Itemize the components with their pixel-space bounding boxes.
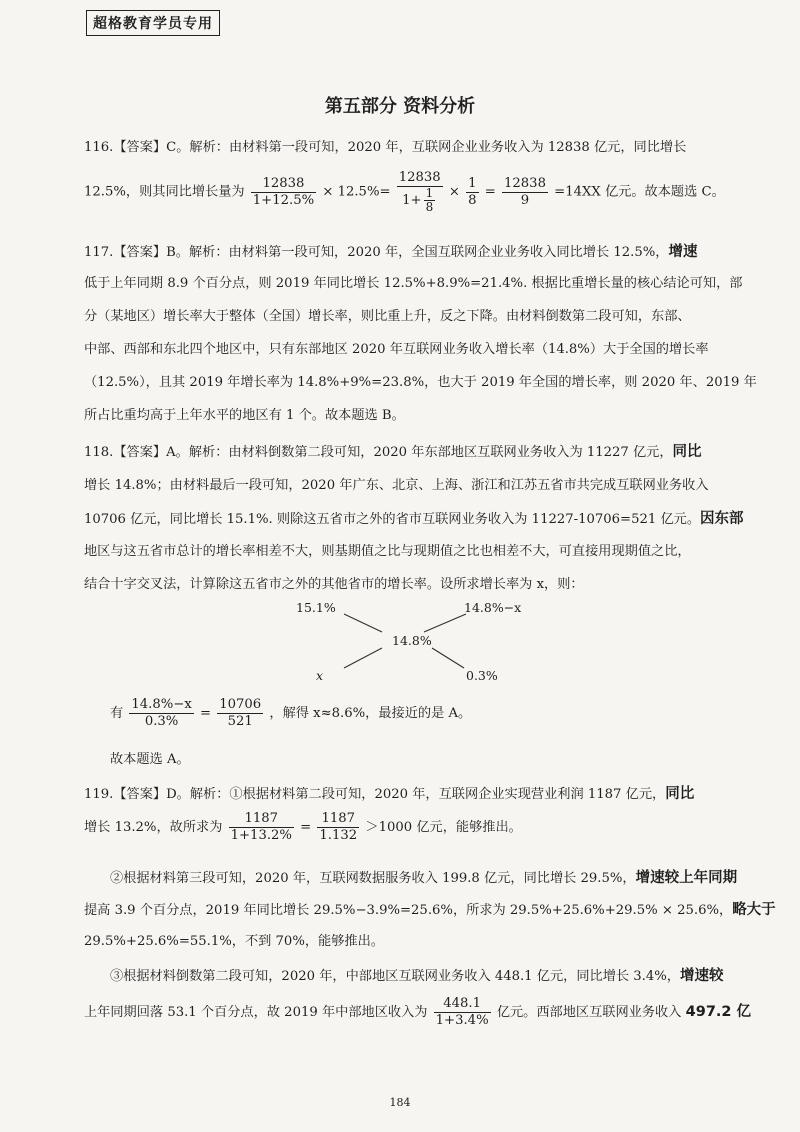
q119-p3-line1: ③根据材料倒数第二段可知，2020 年，中部地区互联网业务收入 448.1 亿元，同比增长 3.4%，增速较	[110, 968, 724, 984]
cross-method-diagram	[296, 600, 526, 684]
page-number: 184	[389, 1096, 411, 1109]
q119-p3-fraction: $\frac{448.1}{1+3.4\%}$	[435, 996, 489, 1028]
q116-fraction-2: 12838 1+ $\frac{1}{8}$	[398, 170, 441, 214]
q117-line4: 中部、西部和东北四个地区中，只有东部地区 2020 年互联网业务收入增长率（14.8%）大于全国的增长率	[84, 342, 709, 357]
q116-fraction-4: $\frac{12838}{9}$	[504, 175, 546, 208]
q117-line1: 117.【答案】B。解析：由材料第一段可知，2020 年，全国互联网企业业务收入同比增长 12.5%，增速	[84, 244, 698, 260]
q118-line5: 结合十字交叉法，计算除这五省市之外的其他省市的增长率。设所求增长率为 x，则：	[84, 577, 584, 592]
cross-bottom-right: 0.3%	[466, 668, 498, 683]
q118-eq-fraction-2: $\frac{10706}{521}$	[219, 697, 262, 729]
q116-eq: =	[484, 184, 496, 200]
q119-p2-line1: ②根据材料第三段可知，2020 年，互联网数据服务收入 199.8 亿元，同比增长 29.5%，增速较上年同期	[110, 870, 738, 886]
q119-p3-line2: 上年同期回落 53.1 个百分点，故 2019 年中部地区收入为 $\frac{448.1}{1+3.4\%}$ 亿元。西部地区互联网业务收入 497.2 亿	[84, 996, 752, 1028]
q117-line2: 低于上年同期 8.9 个百分点，则 2019 年同比增长 12.5%+8.9%=21.4%. 根据比重增长量的核心结论可知，部	[84, 276, 743, 291]
q118-line1: 118.【答案】A。解析：由材料倒数第二段可知，2020 年东部地区互联网业务收入为 11227 亿元，同比	[84, 444, 702, 460]
q116-formula-line	[84, 170, 744, 214]
q117-line6: 所占比重均高于上年水平的地区有 1 个。故本题选 B。	[84, 408, 405, 423]
cross-line-tl	[344, 614, 382, 632]
cross-line-bl	[344, 648, 382, 668]
q119-fraction-2: $\frac{1187}{1.132}$	[319, 811, 358, 843]
student-badge: 超格教育学员专用	[86, 10, 220, 36]
cross-bottom-left: x	[316, 668, 324, 683]
q118-equation: 有 $\frac{14.8\%-x}{0.3\%}$ = $\frac{10706}{521}$ ，解得 x≈8.6%，最接近的是 A。	[110, 697, 472, 729]
q119-formula-line: 增长 13.2%，故所求为 $\frac{1187}{1+13.2\%}$ = $\frac{1187}{1.132}$ ＞1000 亿元，能够推出。	[84, 811, 522, 843]
q116-fraction-1: $\frac{12838}{1+12.5\%}$	[252, 175, 315, 208]
q119-line1: 119.【答案】D。解析：①根据材料第二段可知，2020 年，互联网企业实现营业利润 1187 亿元，同比	[84, 786, 695, 802]
q116-times-2: ×	[448, 184, 460, 200]
q116-fraction-3: $\frac{1}{8}$	[468, 175, 477, 208]
q117-line5: （12.5%），且其 2019 年增长率为 14.8%+9%=23.8%，也大于 2019 年全国的增长率，则 2020 年、2019 年	[84, 375, 757, 390]
cross-center: 14.8%	[392, 633, 432, 648]
q118-conclusion: 故本题选 A。	[110, 752, 190, 767]
q116-pre: 12.5%，则其同比增长量为	[84, 184, 245, 200]
cross-line-tr	[424, 614, 466, 632]
q116-post: =14XX 亿元。故本题选 C。	[554, 184, 725, 200]
q116-line1: 116.【答案】C。解析：由材料第一段可知，2020 年，互联网企业业务收入为 12838 亿元，同比增长	[84, 140, 687, 155]
cross-top-right: 14.8%−x	[464, 600, 522, 615]
q119-fraction-1: $\frac{1187}{1+13.2\%}$	[230, 811, 292, 843]
q116-times: × 12.5%=	[322, 184, 391, 200]
q117-line3: 分（某地区）增长率大于整体（全国）增长率，则比重上升，反之下降。由材料倒数第二段可知，东部、	[84, 309, 691, 324]
q118-line4: 地区与这五省市总计的增长率相差不大，则基期值之比与现期值之比也相差不大，可直接用现期值之比，	[84, 544, 691, 559]
q118-line3: 10706 亿元，同比增长 15.1%. 则除这五省市之外的省市互联网业务收入为 11227-10706=521 亿元。因东部	[84, 511, 744, 527]
q118-eq-fraction-1: $\frac{14.8\%-x}{0.3\%}$	[131, 697, 192, 729]
cross-line-br	[432, 648, 464, 668]
section-title: 第五部分 资料分析	[324, 96, 476, 117]
q119-p2-line3: 29.5%+25.6%=55.1%，不到 70%，能够推出。	[84, 934, 384, 949]
q118-line2: 增长 14.8%；由材料最后一段可知，2020 年广东、北京、上海、浙江和江苏五省市共完成互联网业务收入	[84, 478, 709, 493]
q119-p2-line2: 提高 3.9 个百分点，2019 年同比增长 29.5%−3.9%=25.6%，所求为 29.5%+25.6%+29.5% × 25.6%，略大于	[84, 902, 776, 918]
cross-top-left: 15.1%	[296, 600, 336, 615]
